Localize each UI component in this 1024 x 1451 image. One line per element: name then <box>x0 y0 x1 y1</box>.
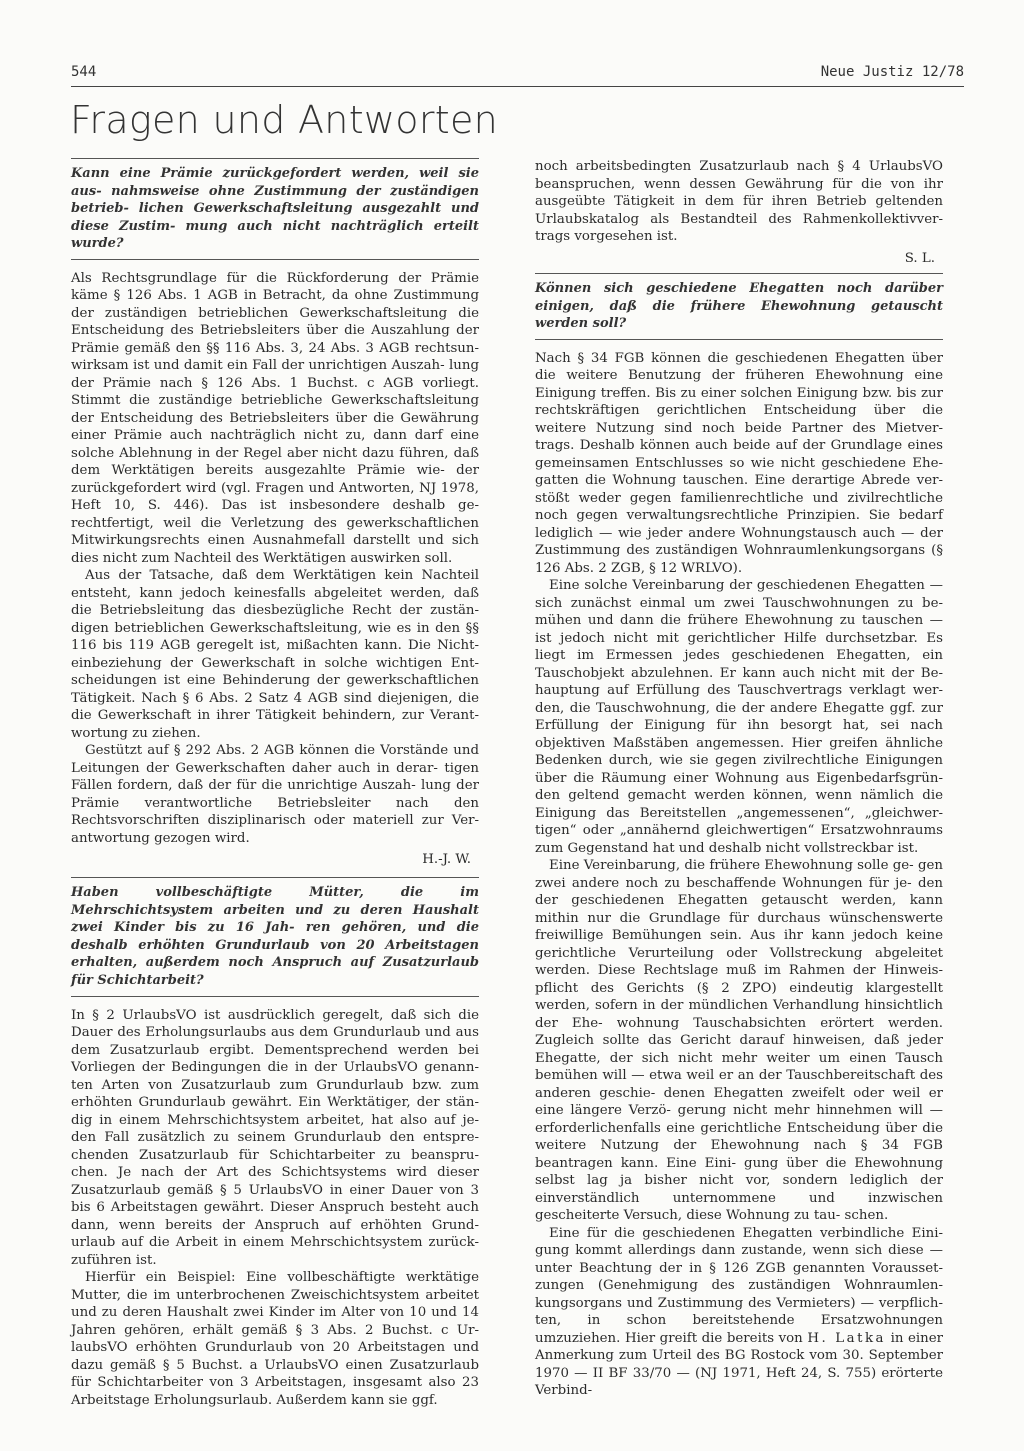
answer-2-continued: noch arbeitsbedingten Zusatzurlaub nach § 4 UrlaubsVO beanspruchen, wenn dessen Gewährung für die von ihr ausgeübte Tätigkeit in dem für ihren Betrieb geltenden Urlaubskatalog als Bestandteil des Rahmenkollektivver- trags vorgesehen ist. <box>535 159 943 244</box>
answer-3-text: Eine für die geschiedenen Ehegatten verbindliche Eini- gung kommt allerdings dann zustande, wenn sich diese — unter Beachtung der in § 126 ZGB genannten Vorausset- zungen (Genehmigung des zuständigen Wohnraumlen- kungsorgans und Zustimmung des Vermieters) — verpflich- ten, in schon bereitstehende Ersatzwohnungen umzuziehen. Hier greift die bereits von <box>535 1225 943 1346</box>
question-1: Kann eine Prämie zurückgefordert werden, weil sie aus- nahmsweise ohne Zustimmung der zuständigen betrieb- lichen Gewerkschaftsleitung ausgezahlt und diese Zustim- mung auch nicht nachträglich erteilt wurde? <box>71 166 479 252</box>
answer-1-paragraph: Gestützt auf § 292 Abs. 2 AGB können die Vorstände und Leitungen der Gewerkschaften daher auch in derar- tigen Fällen fordern, daß der für die unrichtige Auszah- lung der Prämie verantwortliche Betriebsleiter nach den Rechtsvorschriften disziplinarisch oder materiell zur Ver- antwortung gezogen wird. <box>71 743 479 846</box>
header-rule <box>71 86 964 87</box>
left-column <box>71 158 479 1409</box>
answer-3-paragraph <box>535 1225 943 1400</box>
answer-3-paragraph: Eine Vereinbarung, die frühere Ehewohnung solle ge- gen zwei andere noch zu beschaffende Wohnungen für je- den der geschiedenen Ehegatten getauscht werden, kann mithin nur die Grundlage für durchaus wünschenswerte freiwillige Bemühungen sein. Aus ihr kann jedoch keine gerichtliche Verurteilung oder Vollstreckung abgeleitet werden. Diese Rechtslage muß im Rahmen der Hinweis- pflicht des Gerichts (§ 2 ZPO) eindeutig klargestellt werden, sofern in der mündlichen Verhandlung hinsichtlich der Ehe- wohnung Tauschabsichten erörtert werden. Zugleich sollte das Gericht darauf hinweisen, daß jeder Ehegatte, der sich nicht mehr weiter um einen Tausch bemühen will — etwa weil er an der Tauschbereitschaft des anderen geschie- denen Ehegatten zweifelt oder weil er eine längere Verzö- gerung nicht mehr hinnehmen will — erforderlichenfalls eine gerichtliche Entscheidung über die weitere Nutzung der Ehewohnung nach § 34 FGB beantragen kann. Eine Eini- gung über die Ehewohnung selbst lag ja bisher nicht vor, sondern lediglich der einverständlich unternommene und inzwischen gescheiterte Versuch, diese Wohnung zu tau- schen. <box>535 858 943 1224</box>
answer-1-paragraph: Als Rechtsgrundlage für die Rückforderung der Prämie käme § 126 Abs. 1 AGB in Betracht, da ohne Zustimmung der zuständigen betrieblichen Gewerkschaftsleitung die Entscheidung des Betriebsleiters über die Auszahlung der Prämie gemäß den §§ 116 Abs. 3, 24 Abs. 3 AGB rechtsun- wirksam ist und damit ein Fall der unrichtigen Auszah- lung der Prämie nach § 126 Abs. 1 Buchst. c AGB vorliegt. Stimmt die zuständige betriebliche Gewerkschaftsleitung der Entscheidung des Betriebsleiters über die Gewährung einer Prämie auch nachträglich nicht zu, dann darf eine solche Ablehnung in der Regel aber nicht dazu führen, daß dem Werktätigen bereits ausgezahlte Prämie wie- der zurückgefordert wird (vgl. Fragen und Antworten, NJ 1978, Heft 10, S. 446). Das ist insbesondere deshalb ge- rechtfertigt, weil die Verletzung des gewerkschaftlichen Mitwirkungsrechts einen Ausnahmefall darstellt und sich dies nicht zum Nachteil des Werktätigen auswirken soll. <box>71 270 479 566</box>
question-3: Können sich geschiedene Ehegatten noch darüber einigen, daß die frühere Ehewohnung getauscht werden soll? <box>535 281 943 332</box>
right-column <box>535 158 943 1400</box>
question-2: Haben vollbeschäftigte Mütter, die im Mehrschichtsystem arbeiten und zu deren Haushalt zwei Kinder bis zu 16 Jah- ren gehören, und die deshalb erhöhten Grundurlaub von 20 Arbeitstagen erhalten, außerdem noch Anspruch auf Zusatzurlaub für Schichtarbeit? <box>71 884 479 988</box>
answer-2-paragraph: In § 2 UrlaubsVO ist ausdrücklich geregelt, daß sich die Dauer des Erholungsurlaubs aus dem Grundurlaub und aus dem Zusatzurlaub ergibt. Dementsprechend werden bei Vorliegen der Bedingungen die in der UrlaubsVO genann- ten Arten von Zusatzurlaub zum Grundurlaub bzw. zum erhöhten Grundurlaub gewährt. Ein Werktätiger, der stän- dig in einem Mehrschichtsystem arbeitet, hat also auf je- den Fall zusätzlich zu seinem Grundurlaub den entspre- chenden Zusatzurlaub für Schichtarbeiter zu beanspru- chen. Je nach der Art des Schichtsystems wird dieser Zusatzurlaub gemäß § 5 UrlaubsVO in einer Dauer von 3 bis 6 Arbeitstagen gewährt. Dieser Anspruch besteht auch dann, wenn bereits der Anspruch auf erhöhten Grund- urlaub auf die Arbeit in einem Mehrschichtsystem zurück- zuführen ist. <box>71 1007 479 1268</box>
answer-3-paragraph: Eine solche Vereinbarung der geschiedenen Ehegatten — sich zunächst einmal um zwei Tauschwohnungen zu be- mühen und dann die frühere Ehewohnung zu tauschen — ist jedoch nicht mit gerichtlicher Hilfe durchsetzbar. Es liegt im Ermessen jedes geschiedenen Ehegatten, ein Tauschobjekt abzulehnen. Er kann auch nicht mit der Be- hauptung auf Erfüllung des Tauschvertrags verklagt wer- den, die Tauschwohnung, die der andere Ehegatte ggf. zur Erfüllung der Einigung für ihn besorgt hat, sei nach objektiven Maßstäben angemessen. Hier greifen ähnliche Bedenken durch, wie sie gegen zivilrechtliche Einigungen über die Räumung einer Wohnung aus Eigenbedarfsgrün- den geltend gemacht werden können, wenn nämlich die Einigung das Bereitstellen „angemessenen“, „gleichwer- tigen“ oder „annähernd gleichwertigen“ Ersatzwohnraums zum Gegenstand hat und deshalb nicht vollstreckbar ist. <box>535 578 943 856</box>
section-title: Fragen und Antworten <box>70 98 499 142</box>
answer-3-paragraph: Nach § 34 FGB können die geschiedenen Ehegatten über die weitere Benutzung der früheren Ehewohnung eine Einigung treffen. Bis zu einer solchen Einigung bzw. bis zur rechtskräftigen gerichtlichen Entscheidung über die weitere Nutzung sind noch beide Partner des Mietver- trags. Deshalb können auch beide auf der Grundlage eines gemeinsamen Entschlusses so wie nicht geschiedene Ehe- gatten die Wohnung tauschen. Eine derartige Abrede ver- stößt weder gegen familienrechtliche und zivilrechtliche noch gegen verwaltungsrechtliche Prinzipien. Sie bedarf lediglich — wie jeder andere Wohnungstausch auch — der Zustimmung des zuständigen Wohnraumlenkungsorgans (§ 126 Abs. 2 ZGB, § 12 WRLVO). <box>535 350 943 576</box>
author-signature: S. L. <box>904 250 935 266</box>
cited-author: H. Latka <box>807 1330 886 1346</box>
answer-3-text: in einer Anmerkung zum Urteil des BG Rostock vom 30. September 1970 — II BF 33/70 — (NJ 1971, Heft 24, S. 755) erörterte Verbind- <box>535 1330 944 1399</box>
author-signature: H.-J. W. <box>422 852 471 868</box>
answer-2-paragraph: Hierfür ein Beispiel: Eine vollbeschäftigte werktätige Mutter, die im unterbrochenen Zweischichtsystem arbeitet und zu deren Haushalt zwei Kinder im Alter von 10 und 14 Jahren gehören, erhält gemäß § 3 Abs. 2 Buchst. c Ur- laubsVO erhöhten Grundurlaub von 20 Arbeitstagen und dazu gemäß § 5 Buchst. a UrlaubsVO einen Zusatzurlaub für Schichtarbeiter von 3 Arbeitstagen, insgesamt also 23 Arbeitstage Erholungsurlaub. Außerdem kann sie ggf. <box>71 1270 479 1408</box>
journal-issue: Neue Justiz 12/78 <box>820 64 964 80</box>
answer-1-paragraph: Aus der Tatsache, daß dem Werktätigen kein Nachteil entsteht, kann jedoch keinesfalls abgeleitet werden, daß die Betriebsleitung das diesbezügliche Recht der zustän- digen betrieblichen Gewerkschaftsleitung, wie es in den §§ 116 bis 119 AGB geregelt ist, mißachten kann. Die Nicht- einbeziehung der Gewerkschaft in solche wichtigen Ent- scheidungen ist eine Behinderung der gewerkschaftlichen Tätigkeit. Nach § 6 Abs. 2 Satz 4 AGB sind diejenigen, die die Gewerkschaft in ihrer Tätigkeit behindern, zur Verant- wortung zu ziehen. <box>71 568 479 741</box>
page-number: 544 <box>71 64 97 80</box>
